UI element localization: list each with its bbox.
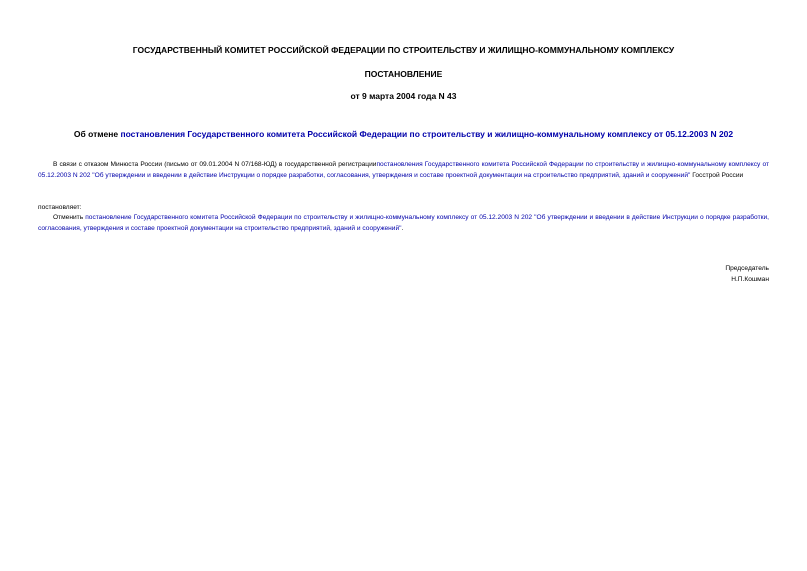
paragraph-reason-tail: Госстрой России: [690, 171, 744, 179]
paragraph-resolution: [38, 213, 769, 234]
paragraph-resolution-text: Отменить: [53, 214, 86, 221]
signature-position: Председатель: [725, 265, 769, 272]
title-link[interactable]: постановления Государственного комитета Российской Федерации по строительству и жилищно-коммунальному комплексу от 05.12.2003 N 202: [120, 129, 734, 139]
document-type: ПОСТАНОВЛЕНИЕ: [364, 69, 443, 79]
paragraph-reason-text: В связи с отказом Минюста России (письмо от 09.01.2004 N 07/168-ЮД) в государственной регистрации: [53, 161, 377, 168]
paragraph-reason-link[interactable]: постановления Государственного комитета Российской Федерации по строительству и жилищно-коммунальному комплексу от 05.12.2003 N 202 "Об утверждении и введении в действие Инструкции о порядке разработки, согласования, утверждения и составе проектной документации на строительство предприятий, зданий и сооружений": [38, 161, 769, 179]
paragraph-reason: [38, 160, 769, 181]
resolves-label: постановляет:: [38, 204, 82, 211]
committee-heading: ГОСУДАРСТВЕННЫЙ КОМИТЕТ РОССИЙСКОЙ ФЕДЕРАЦИИ ПО СТРОИТЕЛЬСТВУ И ЖИЛИЩНО-КОММУНАЛЬНОМУ КОМПЛЕКСУ: [132, 45, 675, 55]
signature-block: [725, 264, 769, 285]
document-title: [40, 128, 767, 140]
title-prefix: Об отмене: [73, 129, 121, 139]
paragraph-resolution-link[interactable]: постановление Государственного комитета Российской Федерации по строительству и жилищно-коммунальному комплексу от 05.12.2003 N 202 "Об утверждении и введении в действие Инструкции о порядке разработки, согласования, утверждения и составе проектной документации на строительство предприятий, зданий и сооружений": [38, 214, 769, 232]
paragraph-resolution-tail: .: [401, 224, 404, 232]
signature-name: Н.П.Кошман: [731, 275, 769, 283]
document-date: от 9 марта 2004 года N 43: [350, 91, 457, 101]
